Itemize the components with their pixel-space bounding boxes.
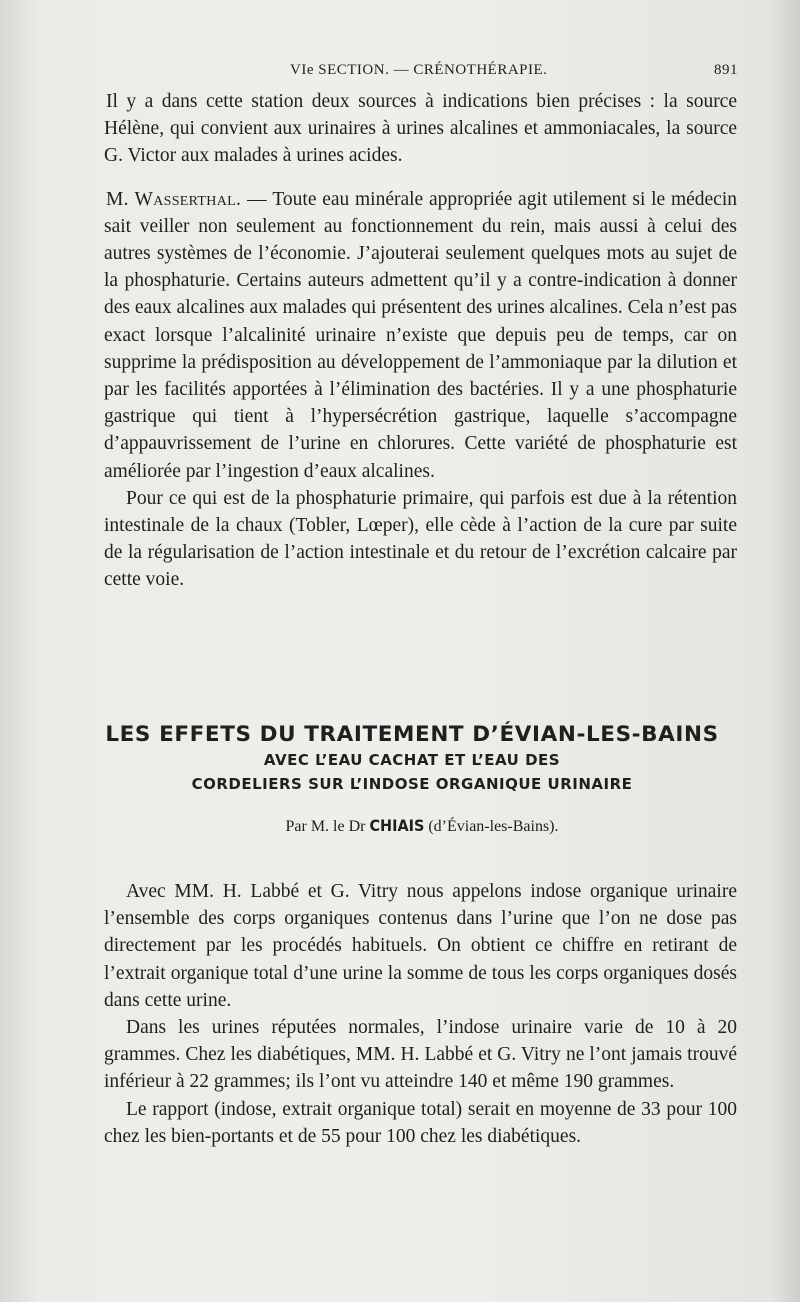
- paragraph: Il y a dans cette station deux sources à indications bien précises : la source Hélène, qui convient aux urinaires à urines alcalines et ammoniacales, la source G. Victor aux malades à urines acides.: [104, 91, 737, 167]
- page-number: 891: [714, 62, 738, 78]
- text-column-top: [104, 88, 737, 594]
- article-title: LES EFFETS DU TRAITEMENT D’ÉVIAN-LES-BAINS: [105, 722, 719, 747]
- paragraph: Le rapport (indose, extrait organique total) serait en moyenne de 33 pour 100 chez les bien-portants et de 55 pour 100 chez les diabétiques.: [104, 1098, 737, 1147]
- byline: [104, 816, 740, 836]
- speaker-name: M. Wasserthal. —: [106, 188, 267, 210]
- text-column-bottom: [104, 878, 737, 1150]
- byline-suffix: (d’Évian-les-Bains).: [428, 818, 559, 835]
- article-subtitle-line1: AVEC L’EAU CACHAT ET L’EAU DES: [263, 751, 561, 769]
- paragraph: Pour ce qui est de la phosphaturie primaire, qui parfois est due à la rétention intestinale de la chaux (Tobler, Lœper), elle cède à l’action de la cure par suite de la régularisation de l’action intestinale et du retour de l’excrétion calcaire par cette voie.: [104, 487, 737, 591]
- article-subtitle-line2: CORDELIERS SUR L’INDOSE ORGANIQUE URINAIRE: [191, 775, 633, 793]
- paragraph-wasserthal: [104, 186, 737, 485]
- section-heading: VIe SECTION. — CRÉNOTHÉRAPIE.: [290, 62, 548, 78]
- running-head: [104, 62, 740, 84]
- author-name: CHIAIS: [369, 816, 425, 835]
- paragraph-text: Toute eau minérale appropriée agit utilement si le médecin sait veiller non seulement au fonctionnement du rein, mais aussi à celui des autres systèmes de l’économie. J’ajouterai seulement quelques mots au sujet de la phosphaturie. Certains auteurs admettent qu’il y a contre-indication à donner des eaux alcalines aux malades qui présentent des urines alcalines. Cela n’est pas exact lorsque l’alcalinité urinaire n’existe que depuis peu de temps, car on supprime la prédisposition au développement de l’ammoniaque par la dilution et par les facilités apportées à l’élimination des bactéries. Il y a une phosphaturie gastrique qui tient à l’hypersécrétion gastrique, laquelle s’accompagne d’appauvrissement de l’urine en chlorures. Cette variété de phosphaturie est améliorée par l’ingestion d’eaux alcalines.: [104, 188, 737, 482]
- article-title-block: [84, 722, 740, 795]
- byline-prefix: Par M. le Dr: [285, 818, 366, 835]
- paragraph: Avec MM. H. Labbé et G. Vitry nous appelons indose organique urinaire l’ensemble des corps organiques contenus dans l’urine que l’on ne dose pas directement par les procédés habituels. On obtient ce chiffre en retirant de l’extrait organique total d’une urine la somme de tous les corps organiques dosés dans cette urine.: [104, 881, 737, 1011]
- paragraph: Dans les urines réputées normales, l’indose urinaire varie de 10 à 20 grammes. Chez les diabétiques, MM. H. Labbé et G. Vitry ne l’ont jamais trouvé inférieur à 22 grammes; ils l’ont vu atteindre 140 et même 190 grammes.: [104, 1017, 737, 1093]
